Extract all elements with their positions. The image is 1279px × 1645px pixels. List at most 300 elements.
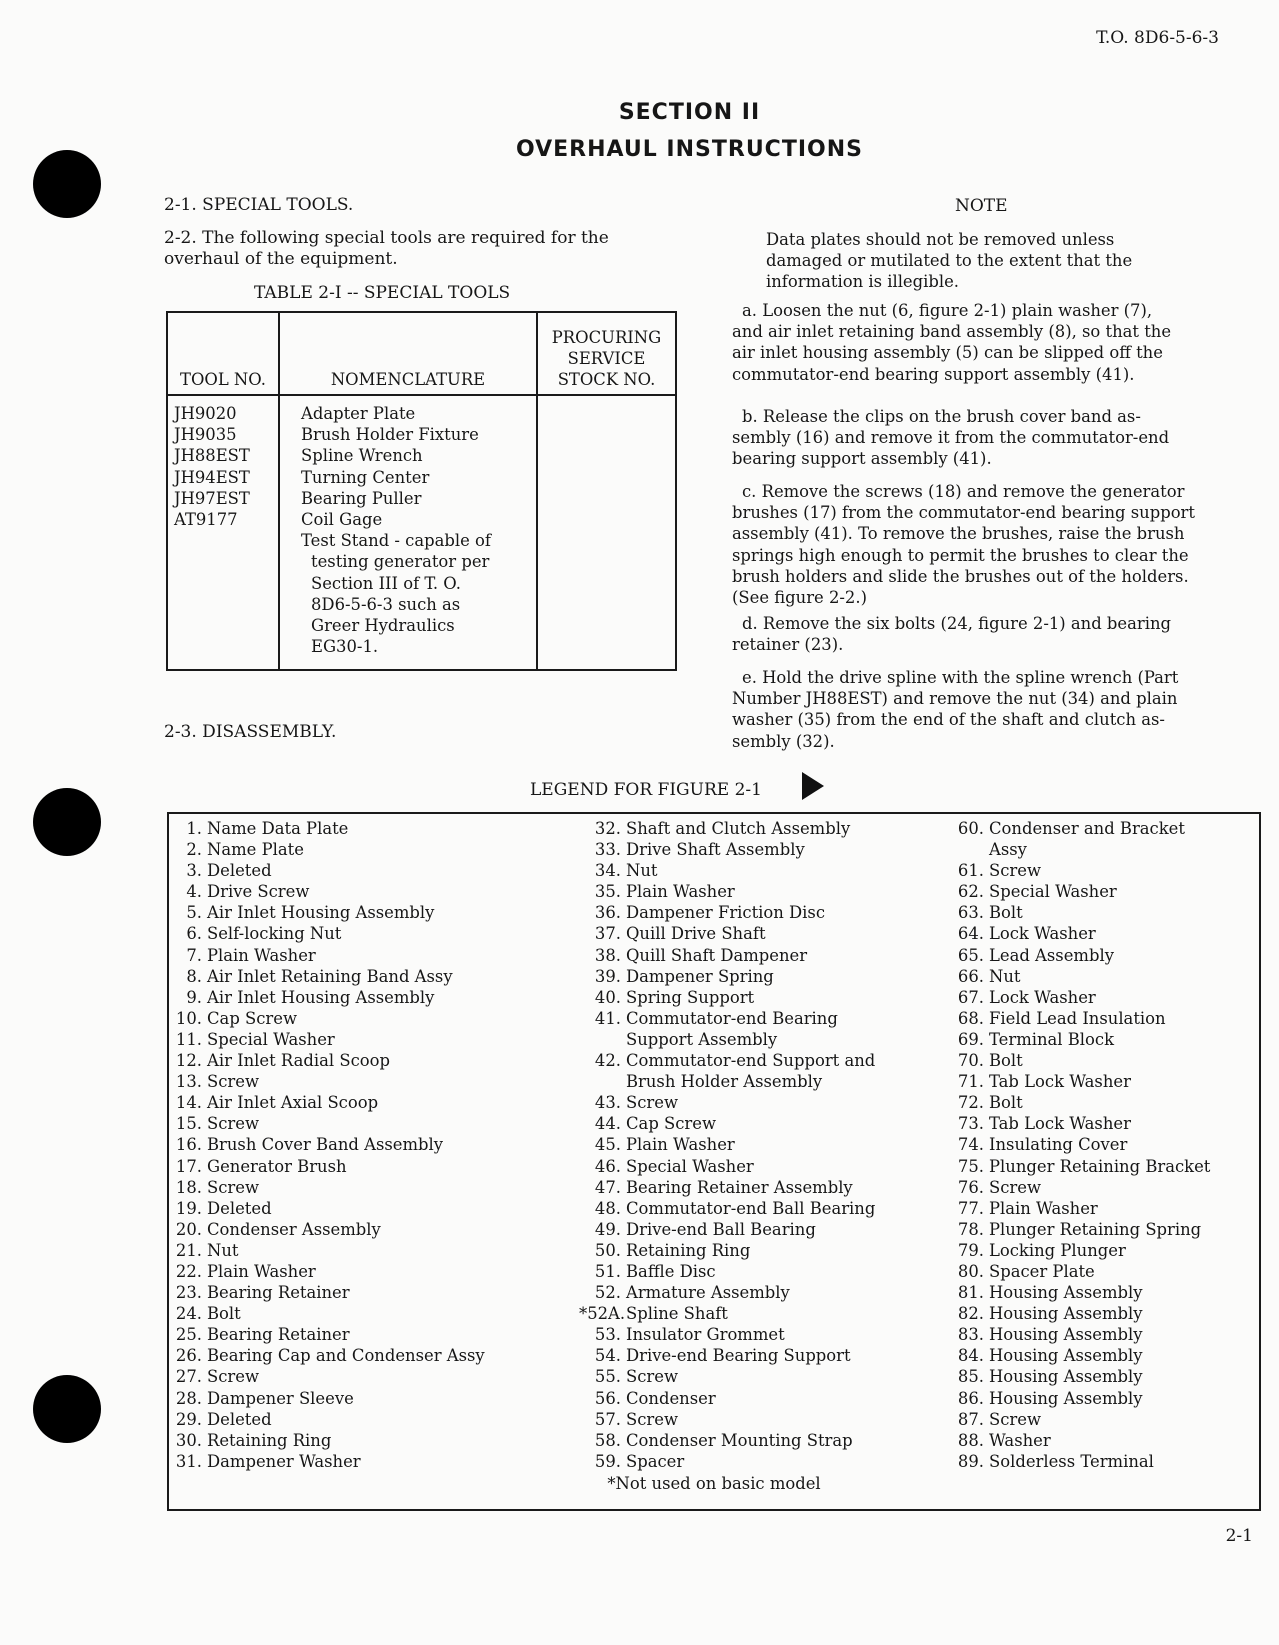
step-line: air inlet housing assembly (5) can be slipped off the bbox=[732, 343, 1163, 363]
legend-item bbox=[169, 1451, 485, 1472]
legend-item-number: 58. bbox=[594, 1430, 621, 1450]
legend-item-number: 8. bbox=[186, 966, 202, 986]
legend-item bbox=[951, 818, 1210, 839]
legend-item-label: Screw bbox=[207, 1177, 259, 1197]
legend-item-label: Screw bbox=[207, 1367, 259, 1387]
legend-item-label: Bolt bbox=[989, 903, 1023, 923]
legend-item-label: Air Inlet Housing Assembly bbox=[207, 903, 435, 923]
legend-item-number: 70. bbox=[957, 1051, 984, 1071]
legend-item-number: 34. bbox=[594, 861, 621, 881]
legend-item bbox=[951, 1240, 1210, 1261]
legend-item-label: Name Data Plate bbox=[207, 819, 349, 838]
legend-item-label: Special Washer bbox=[207, 1029, 335, 1049]
legend-item-label: Commutator-end Ball Bearing bbox=[626, 1198, 876, 1218]
tool-no: AT9177 bbox=[174, 510, 238, 530]
step-e bbox=[732, 667, 1248, 752]
legend-item-number bbox=[951, 839, 984, 860]
legend-item-label: Solderless Terminal bbox=[989, 1451, 1154, 1471]
legend-item bbox=[169, 1050, 485, 1071]
legend-item-label: Cap Screw bbox=[626, 1114, 716, 1134]
step-line: a. Loosen the nut (6, figure 2-1) plain washer (7), bbox=[742, 301, 1153, 320]
legend-item-number: 7. bbox=[186, 945, 202, 965]
legend-item bbox=[951, 1282, 1210, 1303]
legend-item bbox=[579, 902, 875, 923]
legend-item bbox=[169, 1134, 485, 1155]
legend-item-number: 35. bbox=[594, 882, 621, 902]
legend-item-number: 86. bbox=[957, 1388, 984, 1408]
legend-item-number: 44. bbox=[594, 1114, 621, 1134]
test-stand-line: Section III of T. O. bbox=[311, 573, 461, 593]
test-stand-line: testing generator per bbox=[311, 552, 490, 572]
legend-item-number: 23. bbox=[175, 1283, 202, 1303]
legend-item bbox=[579, 923, 875, 944]
legend-item-label: Self-locking Nut bbox=[207, 924, 342, 944]
legend-item-number: 79. bbox=[957, 1240, 984, 1260]
legend-item bbox=[579, 987, 875, 1008]
legend-item bbox=[951, 1050, 1210, 1071]
step-a bbox=[732, 300, 1248, 385]
legend-item-number: 31. bbox=[175, 1451, 202, 1471]
legend-item bbox=[579, 1156, 875, 1177]
page-number: 2-1 bbox=[1225, 1526, 1253, 1546]
legend-item bbox=[951, 1008, 1210, 1029]
legend-item-number: 65. bbox=[957, 945, 984, 965]
legend-item bbox=[169, 1113, 485, 1134]
legend-item-label: Plunger Retaining Spring bbox=[989, 1219, 1202, 1239]
legend-item-label: Bearing Retainer bbox=[207, 1283, 350, 1303]
legend-item bbox=[951, 923, 1210, 944]
legend-item-number: 38. bbox=[594, 945, 621, 965]
step-line: and air inlet retaining band assembly (8), so that the bbox=[732, 322, 1172, 342]
legend-item-label: Screw bbox=[989, 1177, 1041, 1197]
legend-item-number: 87. bbox=[957, 1409, 984, 1429]
note-title: NOTE bbox=[955, 196, 1008, 216]
step-line: retainer (23). bbox=[732, 635, 844, 655]
legend-item-number bbox=[579, 1071, 621, 1092]
legend-item-number: 72. bbox=[957, 1093, 984, 1113]
legend-item bbox=[579, 1050, 875, 1071]
legend-item-number: 48. bbox=[594, 1198, 621, 1218]
legend-item-number: 1. bbox=[186, 819, 202, 838]
legend-item-label: Screw bbox=[207, 1114, 259, 1134]
legend-item-number: 4. bbox=[186, 882, 202, 902]
legend-item-label: Screw bbox=[626, 1093, 678, 1113]
para-2-2 bbox=[164, 228, 680, 270]
legend-item-number: 14. bbox=[175, 1093, 202, 1113]
legend-item bbox=[579, 1240, 875, 1261]
legend-item-label: Bolt bbox=[207, 1304, 241, 1324]
legend-item-number: 12. bbox=[175, 1051, 202, 1071]
para-2-2-line: 2-2. The following special tools are required for the bbox=[164, 228, 609, 248]
legend-item-number: 41. bbox=[594, 1008, 621, 1028]
legend-item-label: Special Washer bbox=[626, 1156, 754, 1176]
legend-item-label: Field Lead Insulation bbox=[989, 1008, 1166, 1028]
legend-item-label: Name Plate bbox=[207, 840, 304, 860]
legend-column-3 bbox=[951, 818, 1210, 1472]
legend-item bbox=[951, 1177, 1210, 1198]
step-line: brushes (17) from the commutator-end bearing support bbox=[732, 503, 1195, 523]
legend-item-number: 42. bbox=[594, 1051, 621, 1071]
legend-item bbox=[951, 1071, 1210, 1092]
step-line: d. Remove the six bolts (24, figure 2-1) and bearing bbox=[742, 614, 1172, 633]
legend-item bbox=[951, 1134, 1210, 1155]
legend-item-label: Plain Washer bbox=[207, 945, 316, 965]
legend-item-number: 76. bbox=[957, 1177, 984, 1197]
step-line: commutator-end bearing support assembly (41). bbox=[732, 364, 1135, 384]
legend-item bbox=[579, 1409, 875, 1430]
legend-item-number: 11. bbox=[175, 1029, 202, 1049]
legend-box bbox=[167, 812, 1261, 1511]
legend-item bbox=[951, 1430, 1210, 1451]
legend-item-number: 67. bbox=[957, 987, 984, 1007]
legend-item bbox=[579, 1303, 875, 1324]
legend-item-label: Spline Shaft bbox=[626, 1304, 728, 1324]
legend-item-label: Deleted bbox=[207, 1409, 272, 1429]
legend-footnote: *Not used on basic model bbox=[607, 1474, 821, 1493]
tool-no: JH9035 bbox=[174, 425, 237, 445]
step-b bbox=[732, 406, 1248, 470]
step-line: assembly (41). To remove the brushes, raise the brush bbox=[732, 524, 1185, 544]
legend-item-label: Drive Shaft Assembly bbox=[626, 840, 805, 860]
legend-item-label: Condenser Mounting Strap bbox=[626, 1430, 853, 1450]
legend-item-label: Bolt bbox=[989, 1093, 1023, 1113]
legend-item-label: Assy bbox=[989, 840, 1027, 860]
test-stand-line: Test Stand - capable of bbox=[301, 531, 491, 551]
tool-no: JH88EST bbox=[174, 446, 250, 466]
legend-item-number: 5. bbox=[186, 903, 202, 923]
legend-column-1 bbox=[169, 818, 485, 1472]
legend-item bbox=[169, 1219, 485, 1240]
legend-item bbox=[169, 1345, 485, 1366]
legend-item-number: 68. bbox=[957, 1008, 984, 1028]
legend-item bbox=[579, 839, 875, 860]
legend-item-label: Plain Washer bbox=[207, 1261, 316, 1281]
step-d bbox=[732, 613, 1248, 655]
legend-item bbox=[169, 1008, 485, 1029]
legend-item-number: 25. bbox=[175, 1325, 202, 1345]
legend-item bbox=[169, 1198, 485, 1219]
legend-item-label: Nut bbox=[989, 966, 1021, 986]
legend-item bbox=[579, 881, 875, 902]
legend-item-label: Tab Lock Washer bbox=[989, 1114, 1131, 1134]
legend-item-label: Retaining Ring bbox=[207, 1430, 332, 1450]
legend-item-label: Generator Brush bbox=[207, 1156, 347, 1176]
tool-no: JH97EST bbox=[174, 488, 250, 508]
legend-item bbox=[951, 945, 1210, 966]
legend-item bbox=[579, 1430, 875, 1451]
step-line: e. Hold the drive spline with the spline wrench (Part bbox=[742, 668, 1179, 687]
legend-item-label: Special Washer bbox=[989, 882, 1117, 902]
legend-item bbox=[951, 1113, 1210, 1134]
header-procuring bbox=[537, 312, 676, 395]
legend-item bbox=[169, 966, 485, 987]
legend-item bbox=[951, 1451, 1210, 1472]
legend-item bbox=[951, 1029, 1210, 1050]
legend-item-number: 32. bbox=[594, 819, 621, 838]
header-nomenclature: NOMENCLATURE bbox=[279, 312, 537, 395]
legend-item bbox=[579, 1008, 875, 1029]
legend-item bbox=[951, 1366, 1210, 1387]
legend-item bbox=[951, 1198, 1210, 1219]
legend-item-label: Screw bbox=[989, 861, 1041, 881]
legend-item-number: 88. bbox=[957, 1430, 984, 1450]
legend-item-number: 73. bbox=[957, 1114, 984, 1134]
special-tools-table bbox=[166, 311, 677, 671]
legend-item-number: 84. bbox=[957, 1346, 984, 1366]
legend-item-label: Locking Plunger bbox=[989, 1240, 1126, 1260]
legend-item bbox=[169, 1092, 485, 1113]
legend-item-number: 16. bbox=[175, 1135, 202, 1155]
legend-item-number: 3. bbox=[186, 861, 202, 881]
legend-item bbox=[169, 1240, 485, 1261]
legend-item bbox=[579, 818, 875, 839]
legend-item-number: 6. bbox=[186, 924, 202, 944]
procuring-column bbox=[537, 395, 676, 670]
legend-item-number: 61. bbox=[957, 861, 984, 881]
legend-item-number: 45. bbox=[594, 1135, 621, 1155]
legend-item bbox=[169, 1029, 485, 1050]
legend-item-label: Air Inlet Retaining Band Assy bbox=[207, 966, 453, 986]
legend-item-number: 78. bbox=[957, 1219, 984, 1239]
step-line: sembly (16) and remove it from the commutator-end bbox=[732, 428, 1170, 448]
legend-item-number: 56. bbox=[594, 1388, 621, 1408]
legend-item bbox=[951, 1409, 1210, 1430]
legend-item-number: 52. bbox=[594, 1283, 621, 1303]
step-line: washer (35) from the end of the shaft and clutch as- bbox=[732, 710, 1165, 730]
legend-item-number: 62. bbox=[957, 882, 984, 902]
header-procuring-line: PROCURING bbox=[551, 328, 662, 347]
legend-item bbox=[579, 966, 875, 987]
header-procuring-line: SERVICE bbox=[567, 349, 646, 368]
step-line: (See figure 2-2.) bbox=[732, 588, 867, 608]
legend-item-number: 37. bbox=[594, 924, 621, 944]
legend-item bbox=[579, 1177, 875, 1198]
step-line: brush holders and slide the brushes out of the holders. bbox=[732, 566, 1189, 586]
legend-item bbox=[169, 1430, 485, 1451]
legend-item-number: 66. bbox=[957, 966, 984, 986]
legend-item bbox=[951, 1303, 1210, 1324]
legend-item-number: 51. bbox=[594, 1261, 621, 1281]
legend-item-number: 69. bbox=[957, 1029, 984, 1049]
legend-item-number: 85. bbox=[957, 1367, 984, 1387]
legend-item-label: Drive-end Ball Bearing bbox=[626, 1219, 816, 1239]
legend-item-label: Brush Holder Assembly bbox=[626, 1072, 823, 1092]
legend-item-label: Housing Assembly bbox=[989, 1367, 1143, 1387]
legend-item-label: Terminal Block bbox=[989, 1029, 1115, 1049]
legend-item-label: Tab Lock Washer bbox=[989, 1072, 1131, 1092]
legend-item-label: Air Inlet Radial Scoop bbox=[207, 1051, 390, 1071]
step-c bbox=[732, 481, 1248, 608]
arrow-right-icon bbox=[802, 772, 824, 800]
legend-item bbox=[579, 1366, 875, 1387]
header-tool-no: TOOL NO. bbox=[167, 312, 279, 395]
legend-item-label: Housing Assembly bbox=[989, 1325, 1143, 1345]
legend-item-label: Insulating Cover bbox=[989, 1135, 1128, 1155]
legend-item bbox=[579, 860, 875, 881]
legend-item bbox=[169, 1303, 485, 1324]
doc-number: T.O. 8D6-5-6-3 bbox=[1096, 28, 1219, 48]
legend-item bbox=[579, 1451, 875, 1472]
legend-item-label: Support Assembly bbox=[626, 1029, 778, 1049]
tool-nomenclature: Bearing Puller bbox=[301, 488, 422, 508]
step-line: sembly (32). bbox=[732, 731, 835, 751]
legend-item-number: 81. bbox=[957, 1283, 984, 1303]
legend-item-number: 82. bbox=[957, 1304, 984, 1324]
legend-item-label: Insulator Grommet bbox=[626, 1325, 785, 1345]
legend-item-number: 30. bbox=[175, 1430, 202, 1450]
legend-item-number: 64. bbox=[957, 924, 984, 944]
legend-item-label: Cap Screw bbox=[207, 1008, 297, 1028]
header-procuring-line: STOCK NO. bbox=[557, 370, 656, 389]
step-line: springs high enough to permit the brushes to clear the bbox=[732, 545, 1189, 565]
legend-item bbox=[169, 1156, 485, 1177]
legend-item bbox=[579, 1388, 875, 1409]
legend-item-number: 2. bbox=[186, 840, 202, 860]
legend-item-number: 21. bbox=[175, 1240, 202, 1260]
para-2-1-heading: 2-1. SPECIAL TOOLS. bbox=[164, 195, 354, 215]
tool-nomenclature: Turning Center bbox=[301, 467, 430, 487]
legend-item bbox=[169, 1071, 485, 1092]
legend-item-label: Quill Shaft Dampener bbox=[626, 945, 808, 965]
legend-item-number: 60. bbox=[957, 819, 984, 838]
legend-item-label: Plunger Retaining Bracket bbox=[989, 1156, 1211, 1176]
legend-item-label: Shaft and Clutch Assembly bbox=[626, 819, 851, 838]
legend-item-number: 24. bbox=[175, 1304, 202, 1324]
legend-item bbox=[579, 1324, 875, 1345]
legend-item-label: Plain Washer bbox=[626, 1135, 735, 1155]
legend-item-label: Lock Washer bbox=[989, 987, 1096, 1007]
legend-item-label: Air Inlet Housing Assembly bbox=[207, 987, 435, 1007]
legend-item bbox=[579, 1134, 875, 1155]
legend-item bbox=[951, 1092, 1210, 1113]
legend-item bbox=[169, 1366, 485, 1387]
legend-item-number: 9. bbox=[186, 987, 202, 1007]
legend-item-label: Housing Assembly bbox=[989, 1283, 1143, 1303]
legend-item-label: Screw bbox=[626, 1367, 678, 1387]
legend-item bbox=[579, 1029, 875, 1050]
legend-item-label: Retaining Ring bbox=[626, 1240, 751, 1260]
legend-item bbox=[579, 1092, 875, 1113]
legend-item-label: Bolt bbox=[989, 1051, 1023, 1071]
legend-item-label: Housing Assembly bbox=[989, 1304, 1143, 1324]
legend-item-number: 75. bbox=[957, 1156, 984, 1176]
legend-item bbox=[579, 1261, 875, 1282]
tool-nomenclature: Coil Gage bbox=[301, 510, 383, 530]
legend-item-label: Nut bbox=[207, 1240, 239, 1260]
legend-item-number: 20. bbox=[175, 1219, 202, 1239]
legend-item bbox=[951, 1261, 1210, 1282]
legend-item-label: Nut bbox=[626, 861, 658, 881]
legend-item-label: Bearing Retainer bbox=[207, 1325, 350, 1345]
legend-item-number: 43. bbox=[594, 1093, 621, 1113]
legend-item-label: Commutator-end Bearing bbox=[626, 1008, 838, 1028]
legend-item-number: 10. bbox=[175, 1008, 202, 1028]
para-2-2-line: overhaul of the equipment. bbox=[164, 249, 398, 269]
legend-item-label: Baffle Disc bbox=[626, 1261, 716, 1281]
legend-item bbox=[169, 1388, 485, 1409]
legend-item-label: Lock Washer bbox=[989, 924, 1096, 944]
legend-item bbox=[579, 1282, 875, 1303]
legend-item-number: 55. bbox=[594, 1367, 621, 1387]
legend-item-number: 39. bbox=[594, 966, 621, 986]
legend-item bbox=[579, 1198, 875, 1219]
legend-item-label: Drive-end Bearing Support bbox=[626, 1346, 851, 1366]
legend-item-label: Quill Drive Shaft bbox=[626, 924, 766, 944]
legend-item-number: 27. bbox=[175, 1367, 202, 1387]
para-2-3-heading: 2-3. DISASSEMBLY. bbox=[164, 722, 337, 742]
legend-item-number: 28. bbox=[175, 1388, 202, 1408]
legend-item bbox=[951, 1388, 1210, 1409]
legend-item bbox=[951, 1156, 1210, 1177]
table-body-row bbox=[167, 395, 676, 670]
legend-item-number: 83. bbox=[957, 1325, 984, 1345]
tool-no-column bbox=[167, 395, 279, 670]
legend-item-number: 33. bbox=[594, 840, 621, 860]
legend-item-label: Condenser bbox=[626, 1388, 716, 1408]
binder-hole-bottom bbox=[33, 1375, 101, 1443]
note-text bbox=[766, 229, 1212, 293]
legend-item-number: 22. bbox=[175, 1261, 202, 1281]
tool-nomenclature: Brush Holder Fixture bbox=[301, 425, 479, 445]
legend-item-label: Housing Assembly bbox=[989, 1346, 1143, 1366]
note-line: information is illegible. bbox=[766, 272, 960, 292]
legend-item-number: 46. bbox=[594, 1156, 621, 1176]
legend-item-label: Air Inlet Axial Scoop bbox=[207, 1093, 379, 1113]
legend-title: LEGEND FOR FIGURE 2-1 bbox=[530, 780, 762, 800]
legend-item bbox=[951, 881, 1210, 902]
legend-item-label: Plain Washer bbox=[989, 1198, 1098, 1218]
step-line: Number JH88EST) and remove the nut (34) and plain bbox=[732, 689, 1178, 709]
legend-item-label: Washer bbox=[989, 1430, 1051, 1450]
legend-item bbox=[169, 860, 485, 881]
section-number: SECTION II bbox=[618, 100, 761, 125]
table-header-row bbox=[167, 312, 676, 395]
legend-item-label: Condenser Assembly bbox=[207, 1219, 381, 1239]
tool-no: JH9020 bbox=[174, 404, 237, 423]
legend-item-number: 40. bbox=[594, 987, 621, 1007]
legend-item-label: Spacer Plate bbox=[989, 1261, 1095, 1281]
legend-item bbox=[579, 1345, 875, 1366]
note-line: Data plates should not be removed unless bbox=[766, 230, 1115, 249]
legend-item-label: Lead Assembly bbox=[989, 945, 1114, 965]
legend-item-label: Bearing Cap and Condenser Assy bbox=[207, 1346, 485, 1366]
step-line: bearing support assembly (41). bbox=[732, 449, 992, 469]
legend-item-label: Deleted bbox=[207, 1198, 272, 1218]
legend-item bbox=[951, 860, 1210, 881]
legend-item-label: Screw bbox=[989, 1409, 1041, 1429]
legend-item bbox=[169, 945, 485, 966]
legend-item bbox=[951, 839, 1210, 860]
legend-item bbox=[169, 839, 485, 860]
legend-item-number: 15. bbox=[175, 1114, 202, 1134]
legend-item bbox=[951, 987, 1210, 1008]
test-stand-line: 8D6-5-6-3 such as bbox=[311, 594, 461, 614]
legend-item-label: Bearing Retainer Assembly bbox=[626, 1177, 853, 1197]
legend-item bbox=[169, 1324, 485, 1345]
table-title: TABLE 2-I -- SPECIAL TOOLS bbox=[254, 283, 511, 303]
legend-item bbox=[951, 1219, 1210, 1240]
legend-item-number: 59. bbox=[594, 1451, 621, 1471]
legend-item-label: Spring Support bbox=[626, 987, 755, 1007]
tool-nomenclature: Adapter Plate bbox=[301, 404, 416, 423]
binder-hole-middle bbox=[33, 788, 101, 856]
legend-item bbox=[169, 902, 485, 923]
legend-item-number: 77. bbox=[957, 1198, 984, 1218]
legend-item-number: 19. bbox=[175, 1198, 202, 1218]
legend-item bbox=[169, 1261, 485, 1282]
legend-item-number: 29. bbox=[175, 1409, 202, 1429]
legend-item bbox=[579, 1219, 875, 1240]
